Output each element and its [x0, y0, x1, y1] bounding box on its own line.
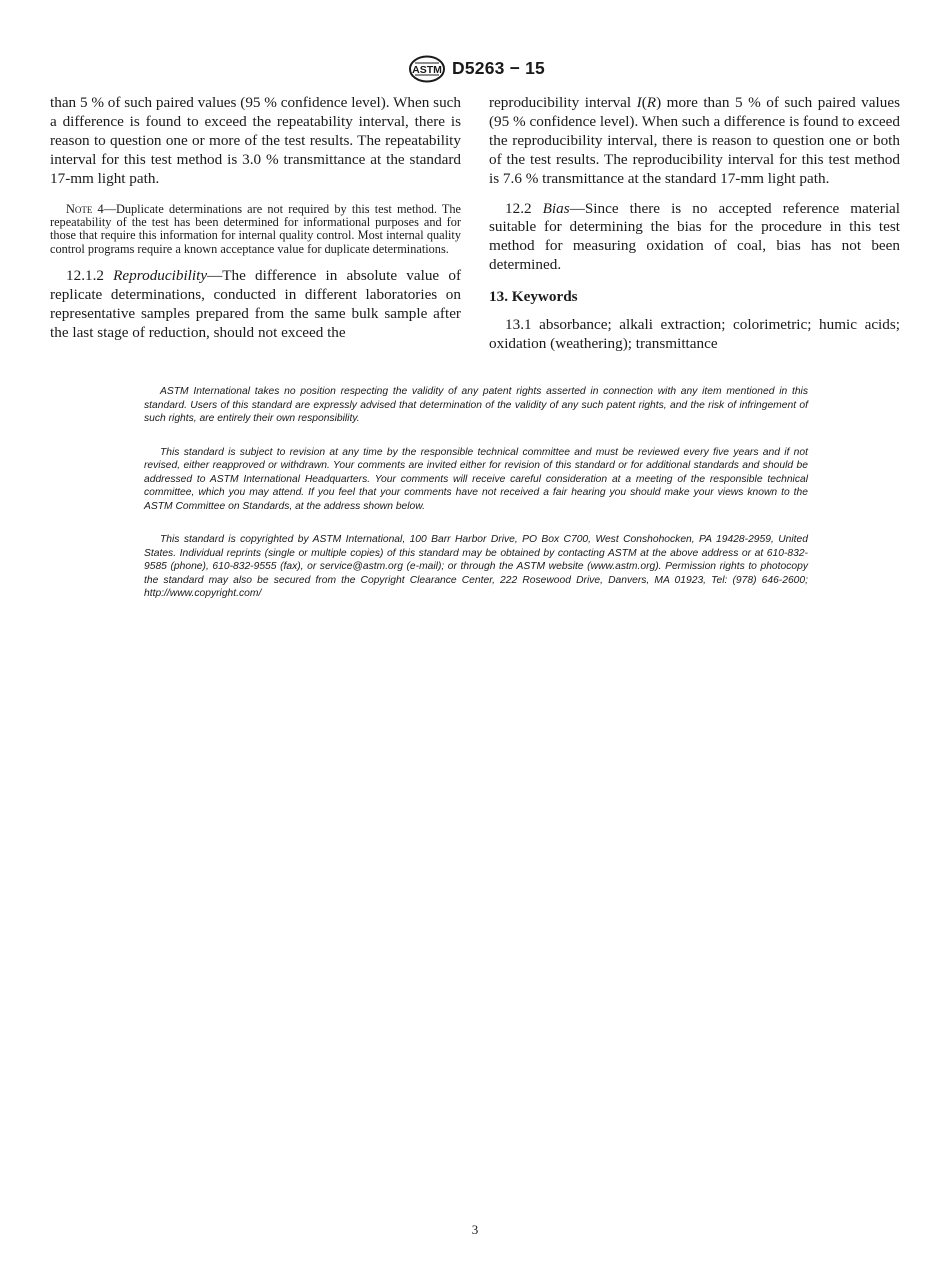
- text-fragment: reproducibility interval: [489, 94, 637, 111]
- keywords-paragraph: [489, 316, 900, 354]
- symbol-i: I: [636, 94, 642, 111]
- note-4: [50, 203, 461, 257]
- para-number: 12.2: [505, 199, 532, 217]
- para-title: Bias: [542, 199, 570, 217]
- note-text: —Duplicate determinations are not required by this test method. The repeatability of the test has been determined for informational purposes and for those that require this information for internal quality control. Most internal quality control programs require a known acceptance value for duplicate determinations.: [50, 201, 461, 256]
- document-id: D5263 − 15: [452, 58, 545, 78]
- para-text: —The difference in absolute value of replicate determinations, conducted in different laboratories on representative samples prepared from the same bulk sample after the last stage of reduction, should not exceed the: [50, 267, 461, 341]
- reproducibility-paragraph: [50, 267, 461, 343]
- copyright-notice: This standard is copyrighted by ASTM International, 100 Barr Harbor Drive, PO Box C700, West Conshohocken, PA 19428-2959, United States. Individual reprints (single or multiple copies) of this standard may be obtained by contacting ASTM at the above address or at 610-832-9585 (phone), 610-832-9555 (fax), or service@astm.org (e-mail); or through the ASTM website (www.astm.org). Permission rights to photocopy the standard may also be secured from the Copyright Clearance Center, 222 Rosewood Drive, Danvers, MA 01923, Tel: (978) 646-2600; http://www.copyright.com/: [144, 534, 808, 599]
- patent-disclaimer: ASTM International takes no position respecting the validity of any patent rights asserted in connection with any item mentioned in this standard. Users of this standard are expressly advised that determination of the validity of any such patent rights, and the risk of infringement of such rights, are entirely their own responsibility.: [144, 386, 808, 424]
- right-column: [489, 94, 900, 354]
- para-number: 12.1.2: [66, 267, 104, 285]
- reproducibility-paragraph-end: reproducibility interval I(R) more than 5 % of such paired values (95 % confidence level). When such a difference is found to exceed the reproducibility interval, there is reason to question one or both of the test results. The reproducibility interval for this test method is 7.6 % transmittance at the standard 17-mm light path.: [489, 94, 901, 187]
- page-header: [0, 55, 950, 83]
- repeatability-paragraph-end: than 5 % of such paired values (95 % confidence level). When such a difference is found to exceed the repeatability interval, there is reason to question one or more of the test results. The repeatability interval for this test method is 3.0 % transmittance at the standard 17-mm light path.: [50, 94, 461, 187]
- keywords-text: absorbance; alkali extraction; colorimetric; humic acids; oxidation (weathering); transmittance: [489, 316, 901, 352]
- para-number: 13.1: [505, 316, 532, 334]
- bias-paragraph: [489, 200, 900, 276]
- text-fragment: more than 5 % of such paired values (95 % confidence level). When such a difference is found to exceed the reproducibility interval, there is reason to question one or both of the test results. The reproducibility interval for this test method is 7.6 % transmittance at the standard 17-mm light path.: [489, 94, 901, 187]
- symbol-r: R: [646, 94, 657, 111]
- page-number: 3: [471, 1222, 479, 1237]
- section-heading-keywords: 13. Keywords: [489, 288, 578, 306]
- disclaimer-block: [144, 385, 808, 621]
- revision-notice: This standard is subject to revision at any time by the responsible technical committee and must be reviewed every five years and if not revised, either reapproved or withdrawn. Your comments are invited either for revision of this standard or for additional standards and should be addressed to ASTM International Headquarters. Your comments will receive careful consideration at a meeting of the responsible technical committee, which you may attend. If you feel that your comments have not received a fair hearing you should make your views known to the ASTM Committee on Standards, at the address shown below.: [144, 446, 808, 512]
- note-label: Note 4: [66, 201, 104, 216]
- para-title: Reproducibility: [113, 267, 208, 285]
- astm-logo-icon: [408, 55, 446, 83]
- svg-text:ASTM: ASTM: [412, 64, 442, 77]
- left-column: [50, 94, 461, 343]
- para-text: —Since there is no accepted reference material suitable for determining the bias for the procedure in this test method for measuring oxidation of coal, bias has not been determined.: [489, 199, 901, 274]
